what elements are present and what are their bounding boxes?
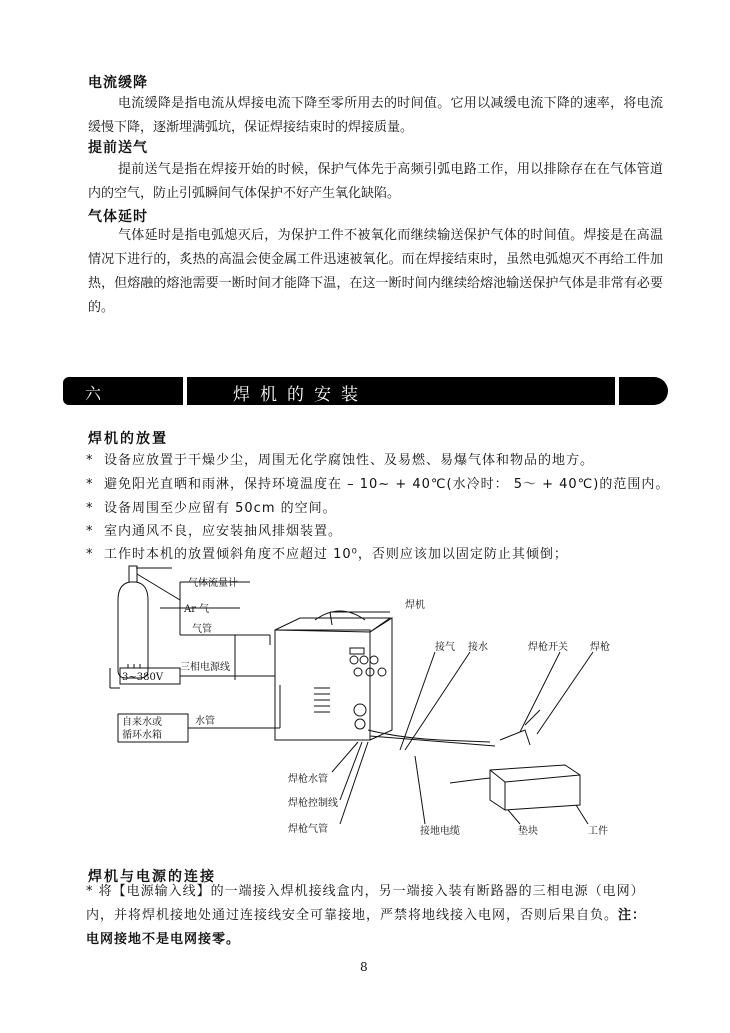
list-item: * 设备周围至少应留有 50cm 的空间。 — [86, 501, 337, 516]
label-flowmeter: 气体流量计 — [188, 578, 238, 589]
chapter-banner — [63, 377, 668, 405]
label-torch-gas: 焊枪气管 — [288, 824, 328, 835]
label-pad: 垫块 — [518, 826, 538, 837]
section-body-pre-gas: 提前送气是指在焊接开始的时候，保护气体先于高频引弧电路工作，用以排除存在在气体管道内的空气，防止引弧瞬间气体保护不好产生氧化缺陷。 — [88, 162, 663, 201]
label-workpiece: 工件 — [588, 826, 608, 837]
label-torch: 焊枪 — [590, 642, 610, 653]
chapter-number: 六 — [85, 384, 102, 403]
label-torch-water: 焊枪水管 — [288, 774, 328, 785]
connection-line-1: * 将【电源输入线】的一端接入焊机接线盒内，另一端接入装有断路器的三相电源（电网） — [86, 884, 645, 899]
installation-diagram — [100, 560, 630, 850]
label-water-in: 接水 — [468, 642, 488, 653]
banner-divider — [615, 377, 619, 405]
workbench-icon — [490, 765, 580, 810]
connection-text — [86, 880, 666, 952]
chapter-title: 焊机的安装 — [233, 385, 368, 405]
label-ar-gas: Ar 气 — [184, 604, 210, 615]
connection-heading: 焊机与电源的连接 — [88, 869, 216, 885]
label-power-line: 三相电源线 — [180, 662, 230, 673]
label-torch-switch: 焊枪开关 — [528, 642, 568, 653]
list-item: * 避免阳光直晒和雨淋，保持环境温度在 – 10~ + 40℃(水冷时： 5～ + 40℃)的范围内。 — [86, 477, 670, 492]
label-torch-control: 焊枪控制线 — [288, 798, 338, 809]
label-water-source-2: 循环水箱 — [122, 730, 162, 741]
page-number: 8 — [360, 960, 368, 974]
label-water-source-1: 自来水或 — [122, 717, 162, 728]
torch-cable-icon — [368, 730, 490, 742]
section-heading-pre-gas: 提前送气 — [88, 140, 148, 156]
gas-cylinder-icon — [118, 582, 148, 678]
banner-divider — [183, 377, 187, 405]
section-heading-post-gas: 气体延时 — [88, 209, 148, 225]
connection-line-3: 电网接地不是电网接零。 — [86, 932, 241, 947]
section-body-post-gas: 气体延时是指电弧熄灭后，为保护工件不被氧化而继续输送保护气体的时间值。焊接是在高温情况下进行的，炙热的高温会使金属工件迅速被氧化。而在焊接结束时，虽然电弧熄灭不再给工件加热，但熔融的熔池需要一断时间才能降下温，在这一断时间内继续给熔池输送保护气体是非常有必要的。 — [88, 228, 663, 315]
connection-line-2: 内，并将焊机接地处通过连接线安全可靠接地，严禁将地线接入电网，否则后果自负。注： — [86, 908, 647, 923]
label-gas-pipe: 气管 — [192, 624, 212, 635]
placement-heading: 焊机的放置 — [88, 431, 168, 447]
list-item: * 设备应放置于干燥少尘，周围无化学腐蚀性、及易燃、易爆气体和物品的地方。 — [86, 453, 595, 468]
label-water-pipe: 水管 — [195, 716, 215, 727]
label-welder: 焊机 — [405, 600, 425, 611]
section-heading-current-slope-down: 电流缓降 — [88, 75, 148, 91]
label-gas-in: 接气 — [435, 642, 455, 653]
section-body-current-slope-down: 电流缓降是指电流从焊接电流下降至零所用去的时间值。它用以减缓电流下降的速率，将电流缓慢下降，逐渐埋满弧坑，保证焊接结束时的焊接质量。 — [88, 96, 663, 135]
list-item: * 室内通风不良，应安装抽风排烟装置。 — [86, 524, 343, 539]
label-ground-cable: 接地电缆 — [420, 826, 460, 837]
label-voltage: 3~380V — [122, 672, 164, 683]
list-item: * 工作时本机的放置倾斜角度不应超过 10⁰，否则应该加以固定防止其倾倒； — [86, 547, 568, 562]
torch-icon — [500, 730, 530, 745]
